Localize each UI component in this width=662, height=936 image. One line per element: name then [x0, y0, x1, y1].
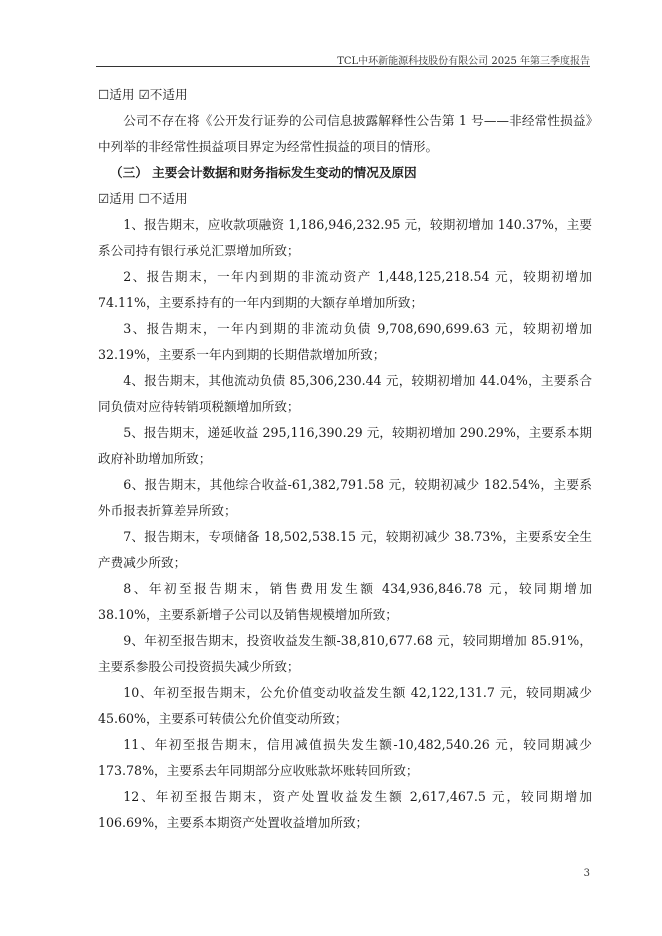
change-item: 6、报告期末，其他综合收益-61,382,791.58 元，较期初减少 182.54%，主要系外币报表折算差异所致； [98, 477, 592, 518]
nonrecurring-statement: 公司不存在将《公开发行证券的公司信息披露解释性公告第 1 号——非经常性损益》中列举的非经常性损益项目界定为经常性损益的项目的情形。 [98, 113, 592, 154]
change-item: 2、报告期末，一年内到期的非流动资产 1,448,125,218.54 元，较期初增加 74.11%，主要系持有的一年内到期的大额存单增加所致； [98, 269, 592, 310]
page-header: TCL中环新能源科技股份有限公司 2025 年第三季度报告 [337, 56, 590, 67]
page-number: 3 [583, 868, 590, 879]
change-item: 1、报告期末，应收款项融资 1,186,946,232.95 元，较期初增加 140.37%，主要系公司持有银行承兑汇票增加所致； [98, 217, 592, 258]
change-item: 4、报告期末，其他流动负债 85,306,230.44 元，较期初增加 44.04%，主要系合同负债对应待转销项税额增加所致； [98, 373, 592, 414]
change-item: 7、报告期末，专项储备 18,502,538.15 元，较期初减少 38.73%，主要系安全生产费减少所致； [98, 529, 592, 570]
change-item: 3、报告期末，一年内到期的非流动负债 9,708,690,699.63 元，较期初增加 32.19%，主要系一年内到期的长期借款增加所致； [98, 321, 592, 362]
header-divider [96, 66, 590, 67]
change-item: 8、年初至报告期末，销售费用发生额 434,936,846.78 元，较同期增加 38.10%，主要系新增子公司以及销售规模增加所致； [98, 581, 592, 622]
checkbox-row-changes [98, 186, 592, 212]
not-applicable-checkbox: ☐不适用 [138, 191, 188, 206]
change-item: 12、年初至报告期末，资产处置收益发生额 2,617,467.5 元，较同期增加 106.69%，主要系本期资产处置收益增加所致； [98, 789, 592, 830]
section-title: （三） 主要会计数据和财务指标发生变动的情况及原因 [110, 165, 417, 180]
change-item: 10、年初至报告期末，公允价值变动收益发生额 42,122,131.7 元，较同期减少 45.60%，主要系可转债公允价值变动所致； [98, 685, 592, 726]
change-item: 9、年初至报告期末，投资收益发生额-38,810,677.68 元，较同期增加 85.91%，主要系参股公司投资损失减少所致； [98, 633, 592, 674]
document-body [98, 82, 592, 836]
checkbox-row-nonrecurring [98, 82, 592, 108]
not-applicable-checkbox: ☑不适用 [138, 87, 188, 102]
change-item: 5、报告期末，递延收益 295,116,390.29 元，较期初增加 290.29%，主要系本期政府补助增加所致； [98, 425, 592, 466]
applicable-checkbox: ☑适用 [98, 191, 135, 206]
change-item: 11、年初至报告期末，信用减值损失发生额-10,482,540.26 元，较同期减少 173.78%，主要系去年同期部分应收账款坏账转回所致； [98, 737, 592, 778]
applicable-checkbox: ☐适用 [98, 87, 135, 102]
